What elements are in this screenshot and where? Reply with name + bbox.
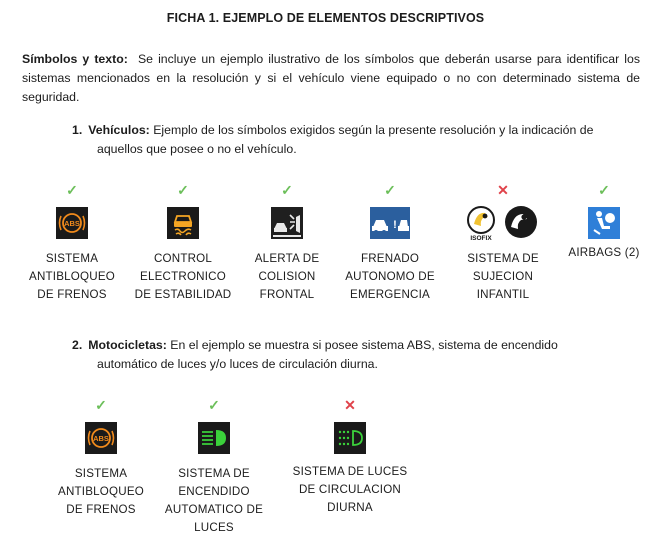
moto-item-auto-lights	[154, 396, 274, 537]
vehicle-item-abs	[12, 181, 132, 304]
moto-item-daytime-lights	[290, 396, 410, 517]
abs-warning-icon	[56, 207, 88, 239]
vehicle-item-stability	[123, 181, 243, 304]
vehicle-item-airbags	[544, 181, 651, 262]
abs-badge-text: ABS	[93, 434, 109, 443]
stability-control-icon	[167, 207, 199, 239]
item-label: SISTEMA DE ENCENDIDO AUTOMATICO DE LUCES	[164, 467, 264, 534]
section-number: 1.	[72, 123, 83, 137]
check-mark-icon: ✓	[598, 182, 610, 198]
item-label: SISTEMA DE SUJECION INFANTIL	[467, 252, 539, 301]
item-label: FRENADO AUTONOMO DE EMERGENCIA	[345, 252, 435, 301]
item-label: CONTROL ELECTRONICO DE ESTABILIDAD	[134, 252, 232, 301]
check-mark-icon: ✓	[95, 397, 107, 413]
intro-heading: Símbolos y texto:	[22, 52, 128, 66]
check-mark-icon: ✓	[208, 397, 220, 413]
section-motorcycles	[72, 336, 640, 374]
abs-badge-text: ABS	[64, 219, 80, 228]
section-text-line1: Ejemplo de los símbolos exigidos según la presente resolución y la indicación de	[153, 123, 594, 137]
vehicle-item-collision-alert	[227, 181, 347, 304]
section-vehicles	[72, 121, 640, 159]
intro-paragraph	[22, 50, 640, 107]
daytime-running-lights-icon	[334, 422, 366, 454]
item-label: ALERTA DE COLISION FRONTAL	[254, 252, 320, 301]
section-heading: Vehículos:	[88, 123, 150, 137]
child-seat-isofix-icon	[465, 204, 541, 242]
cross-mark-icon: ✕	[497, 182, 509, 198]
check-mark-icon: ✓	[384, 182, 396, 198]
cross-mark-icon: ✕	[344, 397, 356, 413]
section-text-line1: En el ejemplo se muestra si posee sistema ABS, sistema de encendido	[170, 338, 558, 352]
airbag-icon	[588, 207, 620, 239]
check-mark-icon: ✓	[281, 182, 293, 198]
svg-text:!: !	[393, 219, 397, 231]
check-mark-icon: ✓	[177, 182, 189, 198]
check-mark-icon: ✓	[66, 182, 78, 198]
autonomous-braking-icon	[370, 207, 410, 239]
auto-headlight-icon	[198, 422, 230, 454]
item-label: SISTEMA ANTIBLOQUEO DE FRENOS	[29, 252, 115, 301]
collision-alert-icon	[271, 207, 303, 239]
isofix-badge-text: ISOFIX	[470, 235, 492, 242]
section-text-line2: aquellos que posee o no el vehículo.	[97, 142, 297, 156]
item-label: SISTEMA ANTIBLOQUEO DE FRENOS	[58, 467, 144, 516]
document-title: FICHA 1. EJEMPLO DE ELEMENTOS DESCRIPTIVOS	[166, 11, 485, 25]
vehicle-item-autonomous-braking	[330, 181, 450, 304]
section-heading: Motocicletas:	[88, 338, 167, 352]
abs-warning-icon	[85, 422, 117, 454]
item-label: SISTEMA DE LUCES DE CIRCULACION DIURNA	[292, 465, 408, 514]
item-label: AIRBAGS (2)	[568, 246, 640, 259]
intro-text: Se incluye un ejemplo ilustrativo de los símbolos que deberán usarse para identificar los sistemas mencionados en la resolución y si el vehículo viene equipado o no con determinado sistema de seguridad.	[22, 52, 640, 104]
section-number: 2.	[72, 338, 83, 352]
section-text-line2: automático de luces y/o luces de circulación diurna.	[97, 357, 378, 371]
moto-item-abs	[41, 396, 161, 519]
